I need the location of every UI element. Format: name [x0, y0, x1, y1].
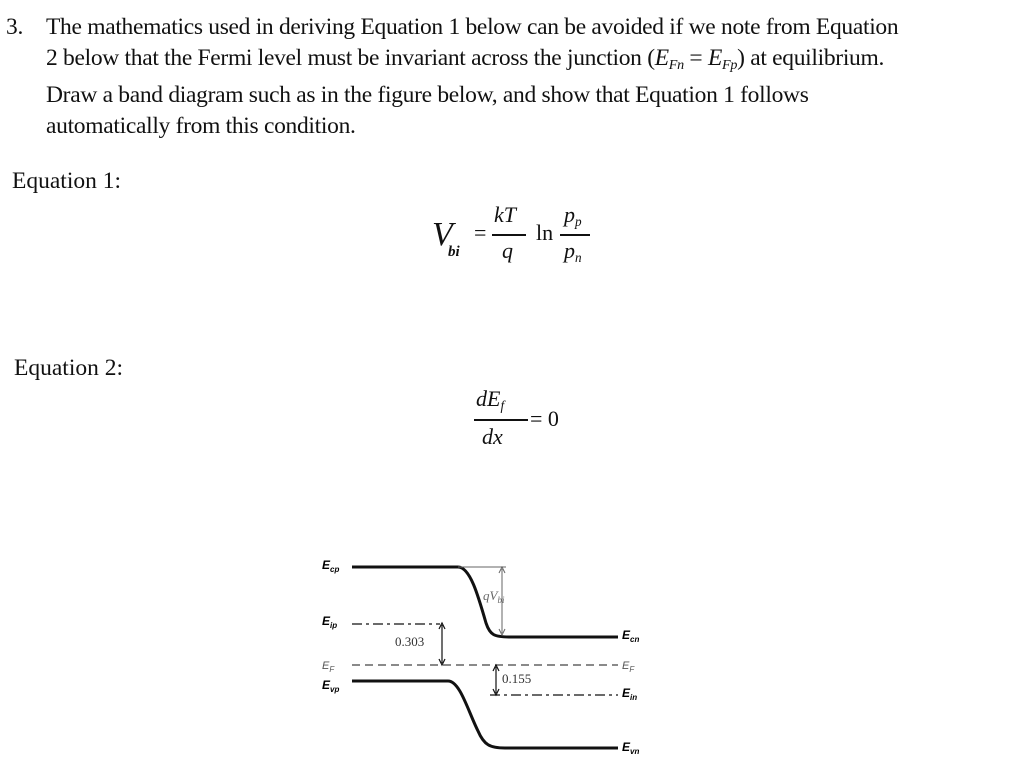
value-0155-label: 0.155	[502, 671, 532, 686]
eq1-fraction-pp-pn	[560, 200, 590, 266]
label-ef-left: $E_F$	[322, 660, 335, 674]
equation-2-label: Equation 2:	[14, 355, 123, 381]
eq1-lhs-v: V	[432, 216, 453, 253]
eq1-pp: $p_p$	[564, 202, 582, 229]
problem-line-2: 2 below that the Fermi level must be invariant across the junction $(E_{Fn} = E_{Fp})$ at equilibrium.	[46, 44, 885, 73]
label-ein: $E_{in}$	[622, 686, 638, 702]
eq2-fraction-bar	[474, 419, 528, 421]
eq1-q: q	[502, 238, 513, 263]
eq1-pn: $p_n$	[564, 238, 582, 265]
eq1-ln: ln	[536, 220, 554, 245]
label-evn: $E_{vn}$	[622, 740, 640, 756]
eq2-numerator: $dE_f$	[476, 386, 505, 413]
problem-line-1: The mathematics used in deriving Equation 1 below can be avoided if we note from Equation	[46, 14, 899, 40]
label-eip: $E_{ip}$	[322, 614, 338, 630]
problem-statement	[6, 12, 1016, 141]
problem-line-3: Draw a band diagram such as in the figure below, and show that Equation 1 follows	[46, 82, 809, 109]
label-ecn: $E_{cn}$	[622, 628, 640, 644]
qvbi-label: $qV_{bi}$	[483, 588, 505, 605]
value-0303-label: 0.303	[395, 634, 425, 649]
problem-number: 3.	[6, 14, 24, 40]
equation-1-label: Equation 1:	[12, 168, 121, 194]
eq1-equals: =	[474, 220, 487, 245]
eq1-fraction-bar-1	[492, 234, 526, 236]
label-ecp: $E_{cp}$	[322, 558, 340, 574]
problem-text	[46, 12, 1016, 141]
eq2-rhs: = 0	[530, 406, 559, 431]
label-evp: $E_{vp}$	[322, 678, 340, 694]
eq1-kt: kT	[494, 202, 516, 227]
eq1-fraction-bar-2	[560, 234, 590, 236]
eq2-denominator: dx	[482, 424, 503, 449]
equation-2	[470, 384, 610, 454]
valence-band-line	[352, 681, 618, 748]
eq1-fraction-kt-q	[492, 200, 526, 266]
equation-1	[430, 200, 630, 270]
problem-line-4: automatically from this condition.	[46, 112, 356, 139]
band-diagram	[300, 545, 700, 765]
label-ef-right: $E_F$	[622, 660, 635, 674]
eq1-lhs-subscript: bi	[448, 244, 460, 260]
